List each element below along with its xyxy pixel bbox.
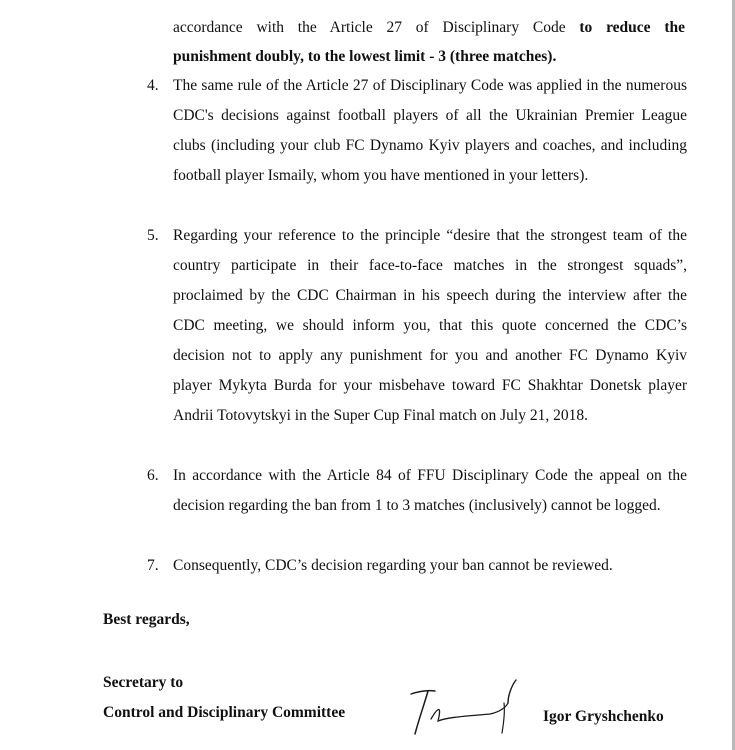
signatory-title-line-1: Secretary to	[103, 674, 184, 691]
item-text: The same rule of the Article 27 of Disciplinary Code was applied in the numerous CDC's decisions against football players of all the Ukrainian Premier League clubs (including your club FC Dynamo Kyiv players and coaches, and including football player Ismaily, whom you have mentioned in your letters).	[173, 77, 687, 184]
signatory-title-line-2: Control and Disciplinary Committee	[103, 704, 346, 721]
item-text: In accordance with the Article 84 of FFU Disciplinary Code the appeal on the decision regarding the ban from 1 to 3 matches (inclusively) cannot be logged.	[173, 467, 687, 514]
signatory-name: Igor Gryshchenko	[543, 708, 664, 725]
item-number: 5.	[147, 227, 159, 244]
item-text: Consequently, CDC’s decision regarding your ban cannot be reviewed.	[173, 557, 613, 574]
continuation-bold-1: to reduce the	[579, 19, 685, 36]
continuation-prefix: accordance with the Article 27 of Disciplinary Code	[173, 19, 580, 36]
handwritten-signature	[408, 677, 523, 737]
continuation-line-2	[173, 42, 685, 72]
list-item-4	[147, 71, 687, 191]
continuation-bold-2: punishment doubly, to the lowest limit - 3 (three matches).	[173, 48, 557, 65]
item-text: Regarding your reference to the principle “desire that the strongest team of the country participate in their face-to-face matches in the strongest squads”, proclaimed by the CDC Chairman in his speech during the interview after the CDC meeting, we should inform you, that this quote concerned the CDC’s decision not to apply any punishment for you and another FC Dynamo Kyiv player Mykyta Burda for your misbehave toward FC Shakhtar Donetsk player Andrii Totovytskyi in the Super Cup Final match on July 21, 2018.	[173, 227, 687, 424]
continuation-line-1	[173, 13, 685, 43]
item-number: 7.	[147, 557, 159, 574]
item-number: 4.	[147, 77, 159, 94]
item-number: 6.	[147, 467, 159, 484]
list-item-7	[147, 551, 687, 581]
closing-regards: Best regards,	[103, 611, 190, 628]
list-item-5	[147, 221, 687, 431]
list-item-6	[147, 461, 687, 521]
